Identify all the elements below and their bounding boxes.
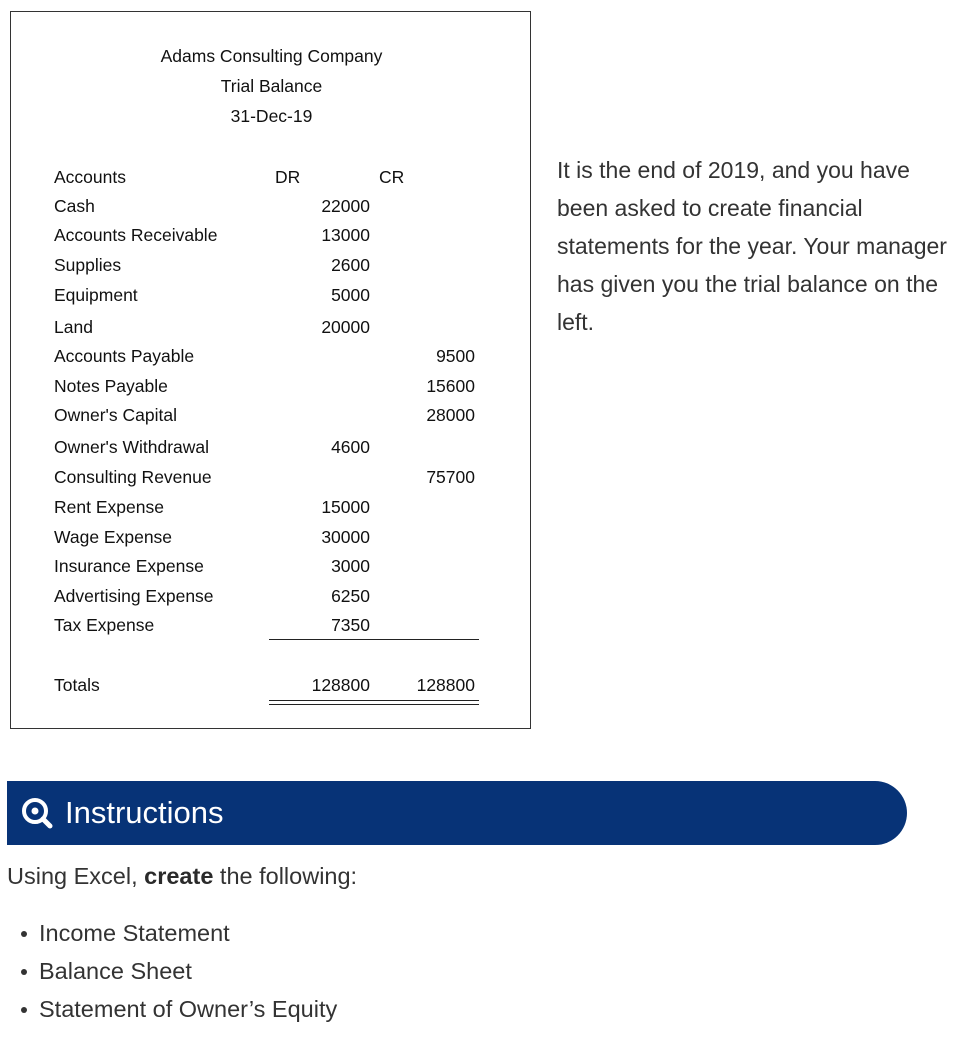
magnifier-icon <box>19 795 55 831</box>
table-row <box>11 225 532 249</box>
account-name: Consulting Revenue <box>54 467 212 487</box>
debit-value: 13000 <box>321 225 370 245</box>
report-title: Trial Balance <box>220 76 323 96</box>
column-header-dr: DR <box>275 167 301 187</box>
debit-value: 6250 <box>331 586 370 606</box>
table-row <box>11 317 532 341</box>
table-row <box>11 467 532 491</box>
debit-value: 15000 <box>321 497 370 517</box>
table-row <box>11 285 532 309</box>
debit-value: 7350 <box>331 615 370 635</box>
account-name: Owner's Capital <box>54 405 177 425</box>
table-row <box>11 196 532 220</box>
intro-text-after: the following: <box>213 863 358 889</box>
intro-text-bold: create <box>144 863 214 889</box>
table-row <box>11 376 532 400</box>
table-row <box>11 586 532 610</box>
credit-value: 9500 <box>436 346 475 366</box>
debit-value: 20000 <box>321 317 370 337</box>
account-name: Cash <box>54 196 95 216</box>
table-row <box>11 437 532 461</box>
intro-text-before: Using Excel, <box>7 863 145 889</box>
instructions-title: Instructions <box>65 795 224 830</box>
list-item: Income Statement <box>0 914 337 952</box>
list-item: Statement of Owner’s Equity <box>0 990 337 1028</box>
table-row <box>11 527 532 551</box>
column-header-accounts: Accounts <box>54 167 126 187</box>
trial-balance-figure <box>10 11 531 729</box>
account-name: Advertising Expense <box>54 586 214 606</box>
instructions-banner <box>7 781 907 845</box>
table-row <box>11 405 532 429</box>
account-name: Accounts Payable <box>54 346 195 366</box>
credit-value: 28000 <box>426 405 475 425</box>
debit-value: 4600 <box>331 437 370 457</box>
assignment-description: It is the end of 2019, and you have been asked to create financial statements for the year. Your manager has given you the trial balance on the left. <box>557 157 947 335</box>
table-row <box>11 556 532 580</box>
credit-value: 75700 <box>426 467 475 487</box>
debit-value: 2600 <box>331 255 370 275</box>
debit-value: 30000 <box>321 527 370 547</box>
table-row <box>11 255 532 279</box>
account-name: Rent Expense <box>54 497 164 517</box>
debit-value: 5000 <box>331 285 370 305</box>
account-name: Owner's Withdrawal <box>54 437 210 457</box>
account-name: Equipment <box>54 285 138 305</box>
debit-value: 3000 <box>331 556 370 576</box>
account-name: Supplies <box>54 255 122 275</box>
report-date: 31-Dec-19 <box>230 106 313 126</box>
account-name: Accounts Receivable <box>54 225 218 245</box>
credit-value: 15600 <box>426 376 475 396</box>
account-name: Insurance Expense <box>54 556 204 576</box>
total-double-rule <box>269 700 479 705</box>
debit-total: 128800 <box>311 675 370 695</box>
account-name: Land <box>54 317 93 337</box>
account-name: Tax Expense <box>54 615 155 635</box>
column-header-cr: CR <box>379 167 405 187</box>
totals-row <box>11 675 532 699</box>
instructions-intro <box>7 863 357 890</box>
list-item: Balance Sheet <box>0 952 337 990</box>
task-list <box>0 914 337 1028</box>
credit-total: 128800 <box>416 675 475 695</box>
table-row <box>11 615 532 639</box>
table-row <box>11 497 532 521</box>
subtotal-rule <box>269 639 479 640</box>
column-header-row <box>11 167 532 191</box>
table-row <box>11 346 532 370</box>
debit-value: 22000 <box>321 196 370 216</box>
account-name: Notes Payable <box>54 376 168 396</box>
company-name: Adams Consulting Company <box>160 46 383 66</box>
totals-label: Totals <box>54 675 100 695</box>
account-name: Wage Expense <box>54 527 173 547</box>
